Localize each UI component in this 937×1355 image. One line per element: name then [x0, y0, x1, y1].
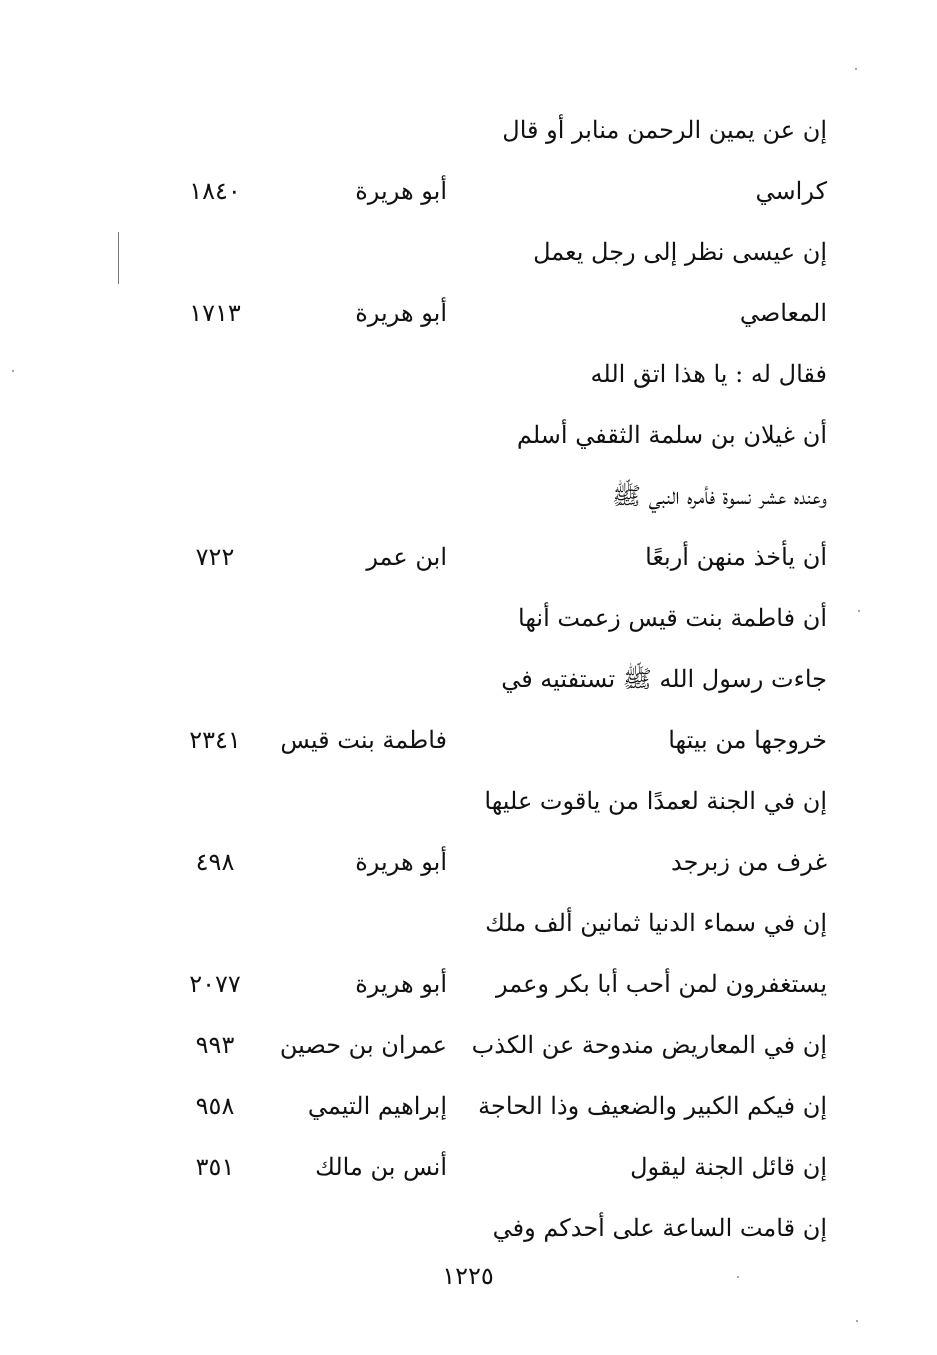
narrator: ابن عمر — [366, 543, 447, 571]
scan-dot — [856, 1320, 858, 1322]
hadith-text: إن قامت الساعة على أحدكم وفي — [492, 1214, 827, 1242]
narrator: أنس بن مالك — [315, 1153, 447, 1181]
hadith-text: إن في الجنة لعمدًا من ياقوت عليها — [484, 787, 827, 815]
narrator: إبراهيم التيمي — [307, 1092, 447, 1120]
index-entry — [0, 901, 937, 945]
hadith-text: أن فاطمة بنت قيس زعمت أنها — [518, 604, 827, 632]
index-entry — [0, 474, 937, 518]
hadith-number: ٩٩٣ — [195, 1031, 235, 1059]
hadith-text: أن يأخذ منهن أربعًا — [645, 543, 827, 571]
hadith-text: إن عن يمين الرحمن منابر أو قال — [502, 116, 827, 144]
narrator: فاطمة بنت قيس — [280, 726, 447, 754]
narrator: أبو هريرة — [355, 970, 447, 998]
narrator: أبو هريرة — [355, 177, 447, 205]
hadith-number: ١٧١٣ — [189, 299, 241, 327]
hadith-number: ٣٥١ — [195, 1153, 235, 1181]
hadith-number: ١٨٤٠ — [189, 177, 241, 205]
index-entry — [0, 779, 937, 823]
index-entry — [0, 169, 937, 213]
hadith-text: وعنده عشر نسوة فأمره النبي ﷺ — [611, 482, 827, 510]
hadith-text: غرف من زبرجد — [671, 848, 827, 876]
hadith-text: جاءت رسول الله ﷺ تستفتيه في — [501, 665, 827, 693]
hadith-text: كراسي — [755, 177, 827, 205]
hadith-text: إن في المعاريض مندوحة عن الكذب — [471, 1031, 827, 1059]
hadith-number: ٩٥٨ — [195, 1092, 235, 1120]
hadith-number: ٢٣٤١ — [189, 726, 241, 754]
scan-dot — [855, 68, 857, 70]
index-entry — [0, 352, 937, 396]
narrator: عمران بن حصين — [279, 1031, 447, 1059]
hadith-text: خروجها من بيتها — [668, 726, 827, 754]
hadith-text: إن فيكم الكبير والضعيف وذا الحاجة — [478, 1092, 827, 1120]
index-entry — [0, 413, 937, 457]
index-entry — [0, 657, 937, 701]
hadith-text: إن عيسى نظر إلى رجل يعمل — [533, 238, 827, 266]
hadith-text: فقال له : يا هذا اتق الله — [590, 360, 827, 388]
hadith-text: المعاصي — [739, 299, 827, 327]
index-entry — [0, 1084, 937, 1128]
index-entry — [0, 1145, 937, 1189]
hadith-number: ٤٩٨ — [195, 848, 235, 876]
hadith-number: ٧٢٢ — [195, 543, 235, 571]
index-entry — [0, 1023, 937, 1067]
scan-dot — [737, 1276, 739, 1278]
index-entry — [0, 718, 937, 762]
narrator: أبو هريرة — [355, 299, 447, 327]
index-entry — [0, 291, 937, 335]
index-entry — [0, 840, 937, 884]
index-entry — [0, 108, 937, 152]
hadith-text: إن في سماء الدنيا ثمانين ألف ملك — [485, 909, 827, 937]
hadith-number: ٢٠٧٧ — [189, 970, 241, 998]
index-entry — [0, 596, 937, 640]
hadith-text: يستغفرون لمن أحب أبا بكر وعمر — [495, 970, 827, 998]
hadith-text: إن قائل الجنة ليقول — [630, 1153, 827, 1181]
index-entry — [0, 1206, 937, 1250]
index-entry — [0, 962, 937, 1006]
narrator: أبو هريرة — [355, 848, 447, 876]
hadith-text: أن غيلان بن سلمة الثقفي أسلم — [516, 421, 827, 449]
index-entry — [0, 535, 937, 579]
index-entry — [0, 230, 937, 274]
page-number: ١٢٢٥ — [442, 1262, 494, 1290]
